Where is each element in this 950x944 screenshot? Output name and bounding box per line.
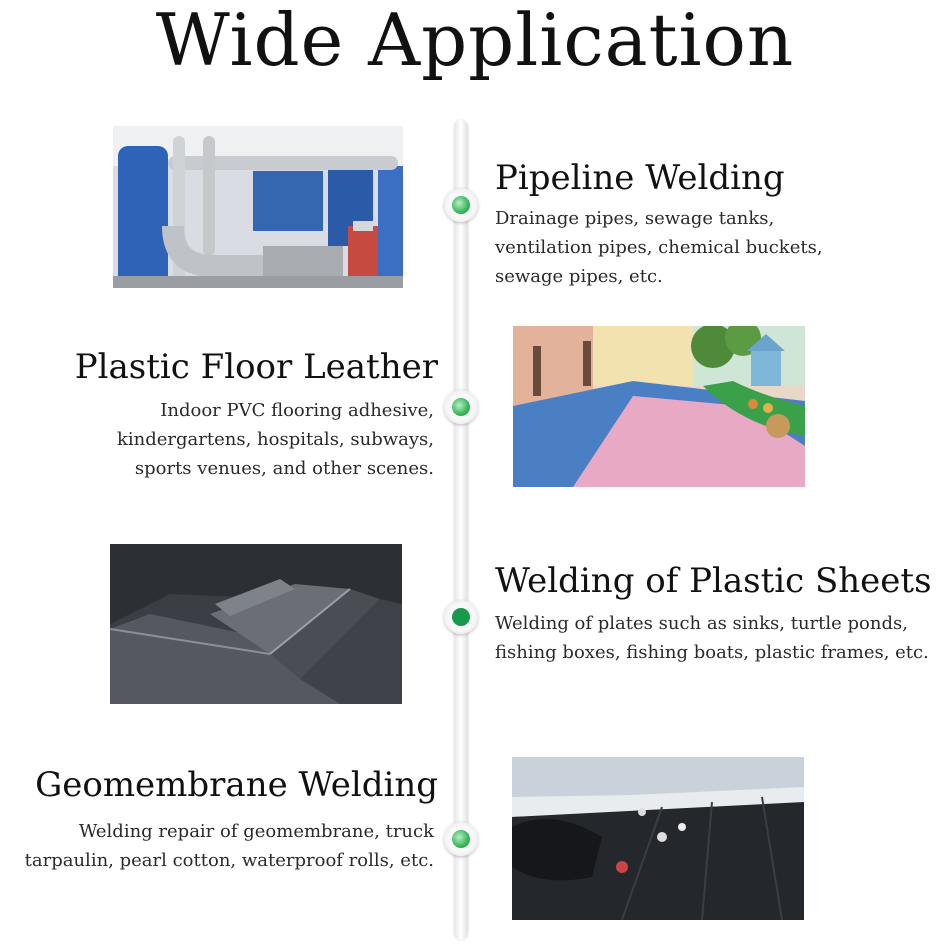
item-desc-sheets: [495, 609, 929, 667]
timeline-node-1: [444, 188, 478, 222]
geomembrane-photo: [512, 757, 804, 920]
item-heading-geomembrane: Geomembrane Welding: [35, 765, 438, 805]
desc-line: Welding of plates such as sinks, turtle ponds,: [495, 613, 908, 634]
timeline-node-2: [444, 390, 478, 424]
timeline-bar: [454, 120, 468, 940]
desc-line: sewage pipes, etc.: [495, 266, 663, 287]
desc-line: fishing boxes, fishing boats, plastic frames, etc.: [495, 642, 929, 663]
page-title: Wide Application: [155, 0, 795, 82]
desc-line: Indoor PVC flooring adhesive,: [160, 400, 434, 421]
timeline-node-3: [444, 600, 478, 634]
item-heading-pipeline: Pipeline Welding: [495, 158, 785, 198]
pipeline-industrial-photo: [113, 126, 403, 288]
timeline-node-4: [444, 822, 478, 856]
item-heading-sheets: Welding of Plastic Sheets: [495, 561, 932, 601]
desc-line: Welding repair of geomembrane, truck: [78, 821, 434, 842]
item-desc-pipeline: [495, 204, 823, 291]
desc-line: tarpaulin, pearl cotton, waterproof rolls, etc.: [24, 850, 434, 871]
item-desc-floor: [117, 396, 434, 483]
kindergarten-floor-photo: [513, 326, 805, 487]
desc-line: kindergartens, hospitals, subways,: [116, 429, 434, 450]
item-heading-floor: Plastic Floor Leather: [74, 347, 438, 387]
desc-line: sports venues, and other scenes.: [134, 458, 434, 479]
desc-line: Drainage pipes, sewage tanks,: [495, 208, 775, 229]
plastic-sheets-photo: [110, 544, 402, 704]
item-desc-geomembrane: [25, 817, 434, 875]
desc-line: ventilation pipes, chemical buckets,: [495, 237, 823, 258]
